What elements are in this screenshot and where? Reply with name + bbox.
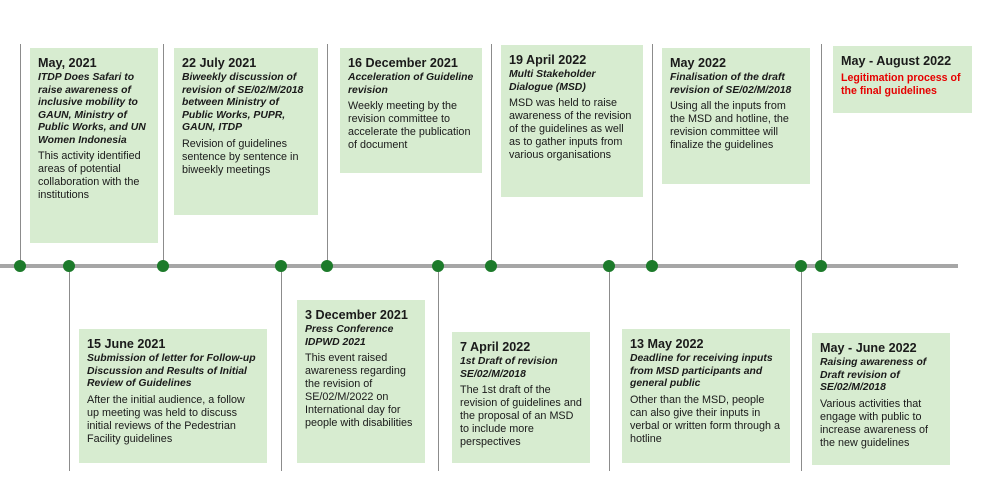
event-date: 22 July 2021: [182, 56, 257, 70]
event-title: Raising awareness of Draft revision of SE/02/M/2018: [820, 357, 927, 393]
event-description: Revision of guidelines sentence by sentence in biweekly meetings: [182, 137, 299, 176]
event-date: 16 December 2021: [348, 56, 458, 70]
connector-line: [801, 266, 802, 471]
connector-line: [327, 44, 328, 266]
event-date: 13 May 2022: [630, 337, 704, 351]
timeline-dot: [14, 260, 26, 272]
event-card-may-2022: [662, 48, 810, 184]
event-title: Submission of letter for Follow-up Discussion and Results of Initial Review of Guidelines: [87, 353, 256, 389]
event-description: Using all the inputs from the MSD and hotline, the revision committee will finalize the guidelines: [670, 100, 789, 151]
event-card-19-april-2022: [501, 45, 643, 197]
event-date: May, 2021: [38, 56, 97, 70]
event-card-3-december-2021: [297, 300, 425, 463]
timeline-dot: [432, 260, 444, 272]
event-title: 1st Draft of revision SE/02/M/2018: [460, 356, 558, 380]
event-description: Various activities that engage with public to increase awareness of the new guidelines: [820, 397, 929, 449]
event-card-may-june-2022: [812, 333, 950, 465]
event-title: Finalisation of the draft revision of SE/02/M/2018: [670, 72, 792, 96]
connector-line: [281, 266, 282, 471]
event-title: Deadline for receiving inputs from MSD participants and general public: [630, 353, 773, 389]
connector-line: [609, 266, 610, 471]
event-description: MSD was held to raise awareness of the revision of the guidelines as well as to gather inputs from various organisations: [509, 97, 632, 161]
event-date: 3 December 2021: [305, 308, 408, 322]
event-description: Legitimation process of the final guidelines: [841, 72, 961, 97]
event-card-may-august-2022: [833, 46, 972, 113]
event-card-16-december-2021: [340, 48, 482, 173]
event-date: May - August 2022: [841, 54, 952, 68]
event-card-7-april-2022: [452, 332, 590, 463]
event-date: 15 June 2021: [87, 337, 166, 351]
event-title: Press Conference IDPWD 2021: [305, 324, 394, 348]
connector-line: [652, 44, 653, 266]
connector-line: [163, 44, 164, 266]
connector-line: [438, 266, 439, 471]
timeline-dot: [485, 260, 497, 272]
timeline-dot: [795, 260, 807, 272]
event-card-13-may-2022: [622, 329, 790, 463]
timeline-dot: [646, 260, 658, 272]
connector-line: [821, 44, 822, 266]
event-description: This event raised awareness regarding the revision of SE/02/M/2022 on International day for people with disabilities: [305, 352, 413, 429]
timeline-dot: [321, 260, 333, 272]
event-title: Acceleration of Guideline revision: [348, 72, 474, 96]
timeline-dot: [815, 260, 827, 272]
connector-line: [69, 266, 70, 471]
event-description: After the initial audience, a follow up meeting was held to discuss initial reviews of the Pedestrian Facility guidelines: [87, 393, 245, 445]
event-card-22-july-2021: [174, 48, 318, 215]
event-date: May 2022: [670, 56, 727, 70]
timeline-dot: [603, 260, 615, 272]
connector-line: [20, 44, 21, 266]
event-title: ITDP Does Safari to raise awareness of inclusive mobility to GAUN, Ministry of Public Works, and UN Women Indonesia: [38, 72, 146, 146]
event-card-15-june-2021: [79, 329, 267, 463]
event-description: The 1st draft of the revision of guidelines and the proposal of an MSD to include more perspectives: [460, 384, 582, 448]
event-title: Biweekly discussion of revision of SE/02/M/2018 between Ministry of Public Works, PUPR, GAUN, ITDP: [182, 72, 304, 133]
event-description: Other than the MSD, people can also give their inputs in verbal or written form through a hotline: [630, 393, 781, 445]
timeline-dot: [157, 260, 169, 272]
event-date: May - June 2022: [820, 341, 917, 355]
timeline-dot: [63, 260, 75, 272]
event-date: 19 April 2022: [509, 53, 587, 67]
event-description: This activity identified areas of potential collaboration with the institutions: [38, 150, 141, 201]
connector-line: [491, 44, 492, 266]
event-title: Multi Stakeholder Dialogue (MSD): [509, 69, 596, 93]
event-description: Weekly meeting by the revision committee to accelerate the publication of document: [348, 100, 471, 151]
event-card-may-2021: [30, 48, 158, 243]
event-date: 7 April 2022: [460, 340, 531, 354]
timeline-dot: [275, 260, 287, 272]
